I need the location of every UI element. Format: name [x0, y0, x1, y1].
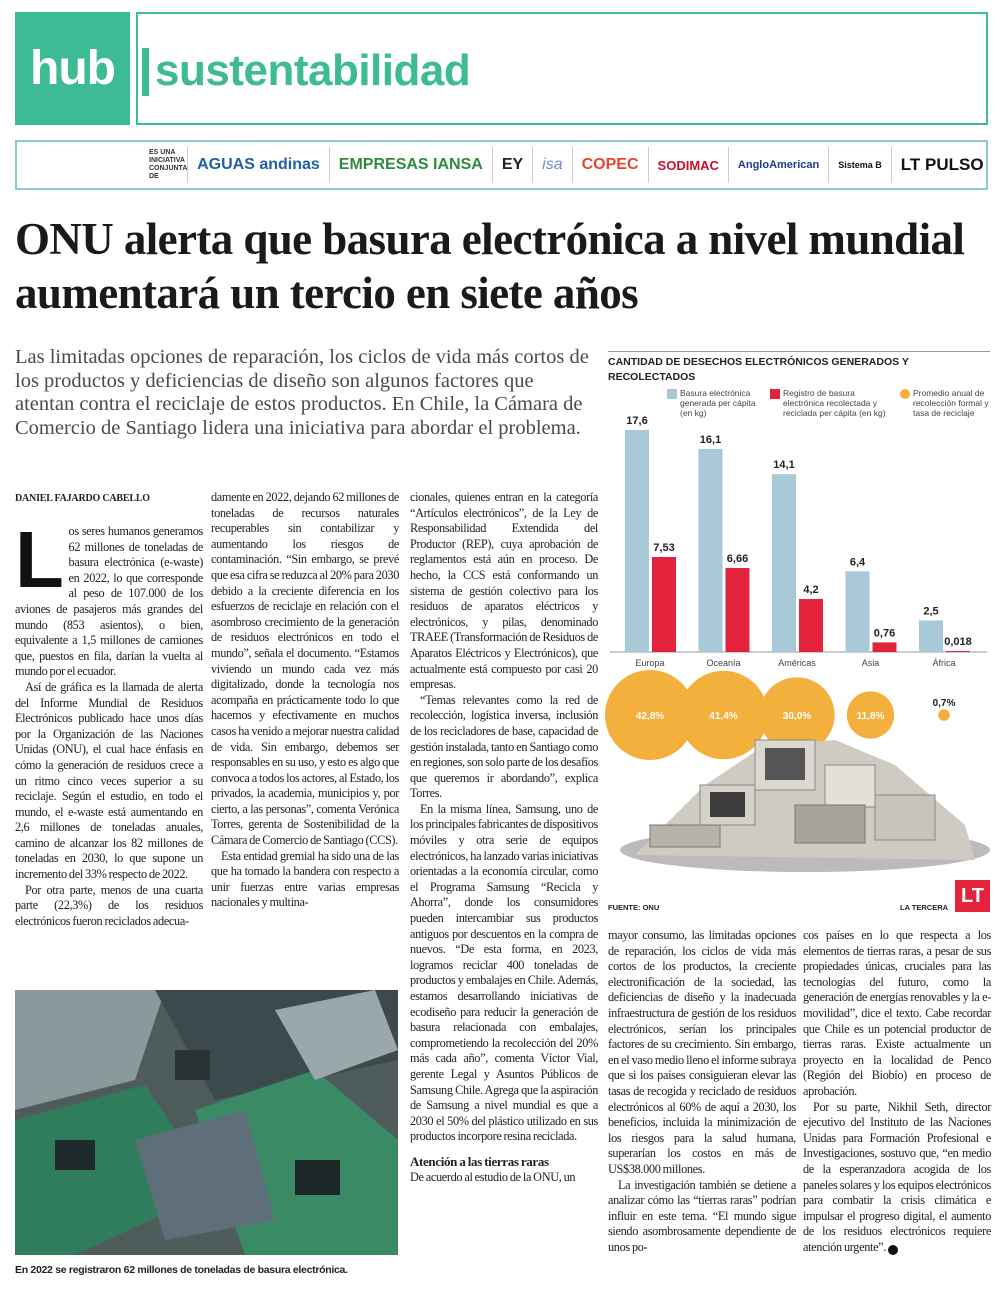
legend-label: Basura electrónica generada per cápita (en kg) [680, 388, 756, 418]
chart-source: FUENTE: ONU [608, 903, 660, 912]
logo-angloamerican: AngloAmerican [728, 147, 828, 183]
legend-label: Promedio anual de recolección formal y tasa de reciclaje [913, 388, 989, 418]
bar-value-label: 6,66 [726, 552, 749, 565]
photo-caption: En 2022 se registraron 62 millones de toneladas de basura electrónica. [15, 1264, 348, 1276]
bar-value-label: 2,5 [923, 605, 939, 618]
paragraph [803, 1100, 991, 1256]
section-accent-bar [142, 48, 149, 96]
circuit-boards-image [15, 990, 398, 1255]
column-2 [211, 490, 399, 911]
bar-generated [625, 430, 649, 652]
drop-cap: L [15, 515, 64, 604]
bar-generated [699, 449, 723, 652]
byline: DANIEL FAJARDO CABELLO [15, 493, 150, 504]
bar-generated [772, 474, 796, 652]
column-5 [803, 928, 991, 1255]
rate-label: 42,8% [635, 711, 665, 722]
bar-value-label: 7,53 [653, 542, 675, 555]
bar-value-label: 14,1 [773, 459, 795, 472]
ewaste-pile-image [620, 740, 990, 872]
paragraph: “Temas relevantes como la red de recolección, logística inversa, inclusión de los recicladores de base, capacidad de gestión instalada, tanto en Santiago como en regiones, son solo parte de los desafíos que queremos ir abordando”, explica Torres. [410, 692, 598, 801]
infographic-chart [605, 345, 990, 915]
rate-label: 0,7% [932, 698, 956, 709]
column-4 [608, 928, 796, 1255]
sponsors-intro: ES UNA INICIATIVA CONJUNTA DE [149, 149, 188, 180]
paragraph-text: Por su parte, Nikhil Seth, director ejecutivo del Instituto de las Naciones Unidas para Formación Profesional e Investigaciones, sostuvo que, “en medio de la esperanzadora acogida de los paneles solares y los equipos electrónicos para combatir la crisis climática e impulsar el progreso digital, el aumento de los residuos electrónicos requiere atención urgente”. [803, 1099, 991, 1254]
paragraph: En la misma línea, Samsung, uno de los principales fabricantes de dispositivos móviles y otra serie de equipos electrónicos, ha lanzado varias iniciativas orientadas a la economía circular, como el Programa Samsung “Recicla y Ahorra”, donde los consumidores pueden intercambiar sus productos antiguos por descuentos en la compra de nuevos. “De esta forma, en 2023, logramos reciclar 400 toneladas de productos y embalajes en Chile. Además, estamos desarrollando iniciativas de ecodiseño para reducir la generación de basura relacionada con embalajes, comprometiendo la recolección del 20% más cada año”, comenta Víctor Vial, gerente Legal y Asuntos Públicos de Samsung Chile. Agrega que la aspiración de Samsung a nivel mundial es que a 2030 el 50% del plástico utilizado en sus productos incorpore resina reciclada. [410, 801, 598, 1144]
rate-label: 41,4% [709, 711, 738, 722]
bar-recycled [873, 642, 897, 652]
bar-generated [919, 620, 943, 652]
paragraph: mayor consumo, las limitadas opciones de reparación, los ciclos de vida más cortos de los productos, la creciente electronificación de la sociedad, las deficiencias de diseño y la inadecuada infraestructura de gestión de los residuos electrónicos, serían los principales factores de su crecimiento. Sin embargo, en el vaso medio lleno el informe subraya que si los países consiguieran elevar las tasas de recogida y reciclado de residuos electrónicos al 60% de aquí a 2030, los beneficios, incluida la minimización de los riesgos para la salud humana, superarían los costos en más de US$38.000 millones. [608, 928, 796, 1176]
la-tercera-logo: LT [955, 880, 990, 912]
category-label: Europa [635, 658, 665, 668]
column-1 [15, 515, 203, 929]
bar-value-label: 6,4 [849, 556, 866, 569]
paragraph: Por otra parte, menos de una cuarta parte (22,3%) de los residuos electrónicos fueron reciclados adecua- [15, 882, 203, 928]
bar-generated [846, 571, 870, 652]
logo-isa: isa [532, 147, 571, 183]
chart-title: CANTIDAD DE DESECHOS ELECTRÓNICOS GENERADOS Y RECOLECTADOS [608, 351, 990, 385]
category-label: Oceanía [706, 658, 741, 668]
headline: ONU alerta que basura electrónica a nivel mundial aumentará un tercio en siete años [15, 214, 965, 318]
bar-value-label: 17,6 [626, 415, 648, 427]
rate-bubble [938, 709, 950, 721]
paragraph: De acuerdo al estudio de la ONU, un [410, 1169, 576, 1184]
chart-plot [605, 345, 990, 915]
paragraph: cionales, quienes entran en la categoría “Artículos electrónicos”, de la Ley de Responsabilidad Extendida del Productor (REP), cuya aprobación de reglamentos está aún en proceso. De hecho, la CCS está conformando un sistema de gestión colectivo para los residuos de aparatos eléctricos y electrónicos, y pilas, denominado TRAEE (Transformación de Residuos de Aparatos Eléctricos y Electrónicos), que actualmente está compuesto por casi 20 empresas. [410, 490, 598, 692]
section-title: sustentabilidad [155, 46, 471, 95]
sponsors-bar [15, 140, 988, 190]
circuit-boards-photo [15, 990, 398, 1255]
bar-value-label: 0,76 [873, 627, 896, 640]
logo-ey: EY [492, 147, 532, 183]
rate-label: 30,0% [782, 711, 812, 722]
subheading: Atención a las tierras raras [410, 1153, 549, 1169]
legend-label: Registro de basura electrónica recolectada y reciclada per cápita (en kg) [783, 388, 886, 418]
end-mark-icon: P [888, 1245, 898, 1255]
bar-value-label: 16,1 [699, 433, 722, 446]
paragraph: damente en 2022, dejando 62 millones de toneladas de recursos naturales recuperables sin contabilizar y aumentando los riesgos de contaminación. “Sin embargo, se prevé que esa cifra se reduzca al 20% para 2030 debido a la creciente diferencia en los esfuerzos de reciclaje en relación con el asombroso crecimiento de la generación de residuos electrónicos en todo el mundo”, señala el documento. “Estamos viviendo un mundo cada vez más digitalizado, donde la tecnología nos acompaña en prácticamente todo lo que hacemos y efectivamente en muchos casos ha venido a mejorar nuestra calidad de vida. Sin embargo, debemos ser responsables en su uso, y esto es algo que convoca a todos los actores, al Estado, los privados, la academia, municipios y, por cierto, a las personas”, comenta Verónica Torres, gerenta de Sostenibilidad de la Cámara de Comercio de Santiago (CCS). [211, 490, 399, 848]
rate-label: 11,8% [856, 711, 885, 722]
paragraph: cos países en lo que respecta a los elementos de tierras raras, a pesar de sus propiedades únicas, cruciales para las tecnologías del futuro, como la generación de energías renovables y la e-movilidad”, dice el texto. Cabe recordar que Chile es un potencial productor de tierras raras. Existe actualmente un proyecto en la localidad de Penco (Región del Biobío) en proceso de aprobación. [803, 928, 991, 1098]
paragraph: os seres humanos generamos 62 millones de toneladas de basura electrónica (e-waste) en 2022, lo que corresponde al peso de 107.000 de los aviones de pasajeros más grandes del mundo (853 asientos), o bien, equivalente a 1,5 millones de camiones que, puestos en fila, darían la vuelta al mundo por el ecuador. [15, 524, 203, 679]
bar-value-label: 0,018 [944, 636, 972, 648]
logo-sistema-b: Sistema B [828, 147, 891, 183]
category-label: África [932, 658, 956, 668]
category-label: Américas [778, 658, 816, 668]
hub-logo: hub [15, 12, 130, 125]
paragraph: Esta entidad gremial ha sido una de las que ha tomado la bandera con respecto a unir fuerzas entre varias empresas nacionales y multina- [211, 848, 399, 910]
bar-recycled [652, 557, 676, 652]
logo-iansa: EMPRESAS IANSA [329, 147, 492, 183]
bar-recycled [946, 651, 970, 652]
bar-value-label: 4,2 [803, 584, 819, 597]
chart-credit: LA TERCERA [900, 903, 949, 912]
logo-aguas-andinas: AGUAS andinas [187, 147, 329, 183]
paragraph: Así de gráfica es la llamada de alerta del Informe Mundial de Residuos Electrónicos publicado hace unos días por la Organización de las Naciones Unidas (ONU), el cual hace énfasis en cómo la generación de residuos crece a un ritmo cinco veces superior a su reciclaje. Según el estudio, en todo el mundo, el e-waste está aumentando en 2,6 millones de toneladas anuales, camino de alcanzar los 82 millones de toneladas en 2030, lo que supone un incremento del 33% respecto de 2022. [15, 679, 203, 882]
paragraph: La investigación también se detiene a analizar cómo las “tierras raras” podrían influir en este tema. “El mundo sigue siendo asombrosamente dependiente de unos po- [608, 1177, 796, 1254]
logo-lt-pulso: LT PULSO [891, 147, 993, 183]
column-3 [410, 490, 598, 1186]
bar-recycled [726, 568, 750, 652]
category-label: Asia [861, 658, 880, 668]
lead-paragraph: Las limitadas opciones de reparación, los ciclos de vida más cortos de los productos y deficiencias de diseño son algunos factores que atentan contra el reciclaje de estos productos. En Chile, la Cámara de Comercio de Santiago lidera una iniciativa para abordar el problema. [15, 346, 589, 439]
logo-sodimac: SODIMAC [648, 147, 728, 183]
bar-recycled [799, 599, 823, 652]
logo-copec: COPEC [572, 147, 648, 183]
